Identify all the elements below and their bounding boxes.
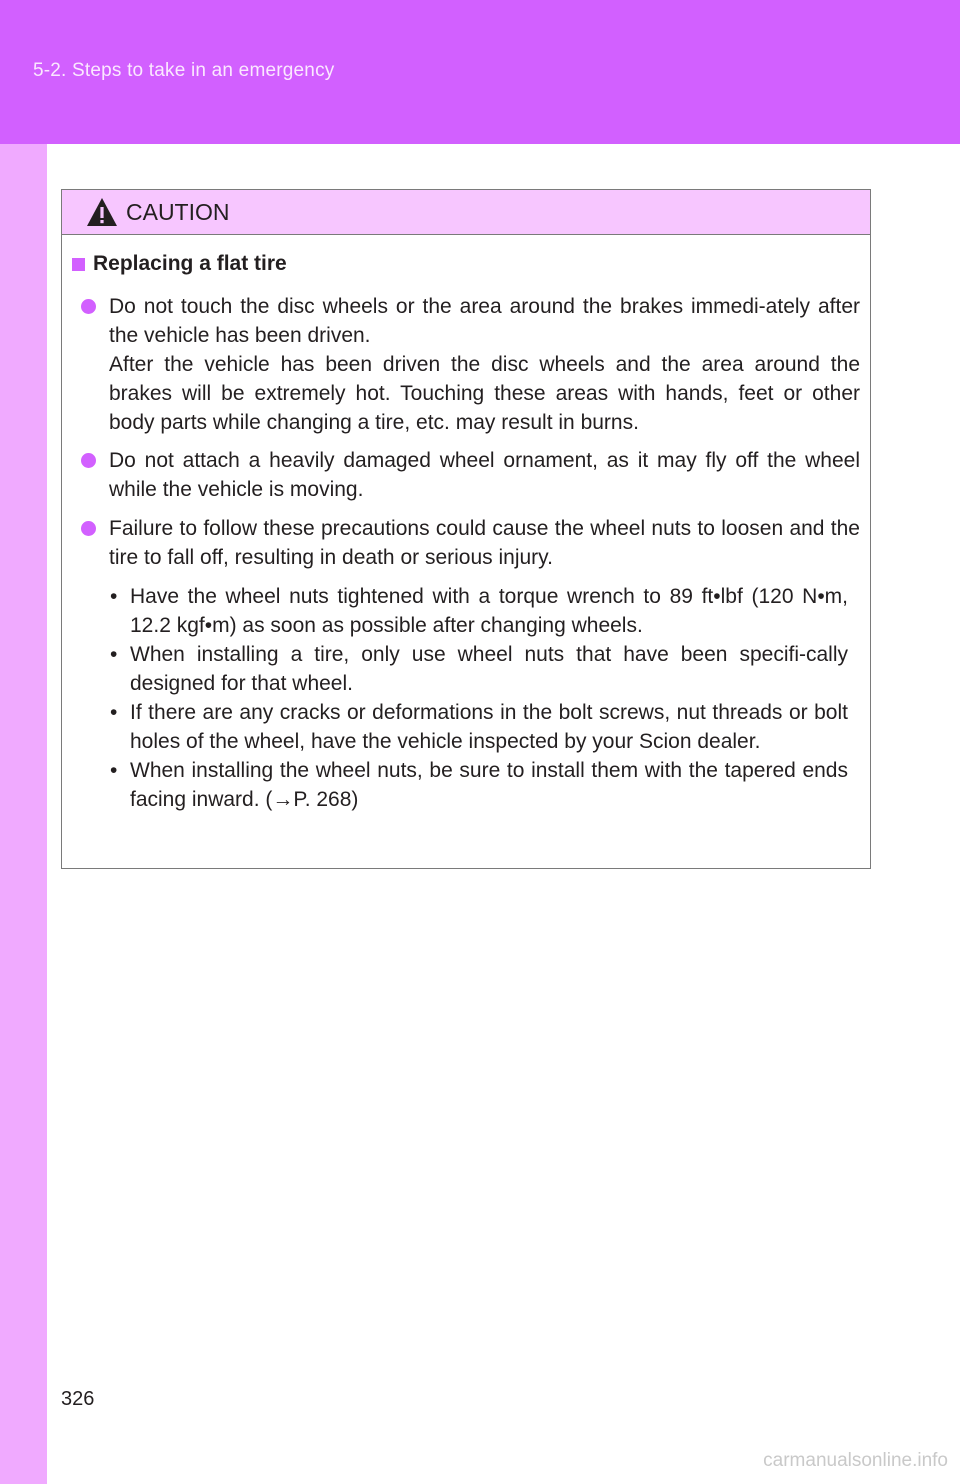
caution-item: [81, 292, 860, 437]
round-bullet-icon: [81, 521, 96, 536]
round-bullet-icon: [81, 299, 96, 314]
caution-label: CAUTION: [126, 199, 230, 225]
page-number: 326: [61, 1388, 95, 1410]
sub-list-item: [108, 582, 848, 640]
caution-item: [81, 446, 860, 504]
watermark: carmanualsonline.info: [763, 1450, 948, 1471]
sub-bullet: •: [110, 585, 118, 608]
square-bullet-icon: [72, 258, 85, 271]
caution-item-text: Do not attach a heavily damaged wheel ornament, as it may fly off the wheel while the vehicle is moving.: [109, 449, 860, 501]
warning-triangle-icon: [86, 197, 118, 227]
caution-box: [61, 189, 871, 869]
sub-list-item: [108, 640, 848, 698]
caution-item-text: Do not touch the disc wheels or the area around the brakes immedi-ately after the vehicle has been driven.: [109, 295, 860, 347]
sub-item-text: When installing the wheel nuts, be sure to install them with the tapered ends facing inward. (→P. 268): [130, 759, 848, 811]
sub-item-text: When installing a tire, only use wheel nuts that have been specifi-cally designed for that wheel.: [130, 643, 848, 695]
section-heading: [72, 252, 287, 276]
caution-item-text: Failure to follow these precautions could cause the wheel nuts to loosen and the tire to fall off, resulting in death or serious injury.: [109, 517, 860, 569]
caution-header: [62, 190, 870, 235]
side-color-strip: [0, 144, 47, 1484]
sub-bullet: •: [110, 701, 118, 724]
sub-bullet: •: [110, 643, 118, 666]
section-title: 5-2. Steps to take in an emergency: [33, 60, 335, 81]
round-bullet-icon: [81, 453, 96, 468]
caution-item: [81, 514, 860, 572]
sub-item-text: If there are any cracks or deformations in the bolt screws, nut threads or bolt holes of the wheel, have the vehicle inspected by your Scion dealer.: [130, 701, 848, 753]
sub-list-item: [108, 698, 848, 756]
sub-bullet: •: [110, 759, 118, 782]
section-heading-text: Replacing a flat tire: [93, 252, 287, 275]
caution-item-text: After the vehicle has been driven the disc wheels and the area around the brakes will be extremely hot. Touching these areas with hands, feet or other body parts while changing a tire, etc. may result in burns.: [109, 353, 860, 434]
precaution-sub-list: [108, 582, 848, 814]
sub-list-item: [108, 756, 848, 814]
page-header: [0, 0, 960, 144]
sub-item-text: Have the wheel nuts tightened with a torque wrench to 89 ft•lbf (120 N•m, 12.2 kgf•m) as soon as possible after changing wheels.: [130, 585, 848, 637]
